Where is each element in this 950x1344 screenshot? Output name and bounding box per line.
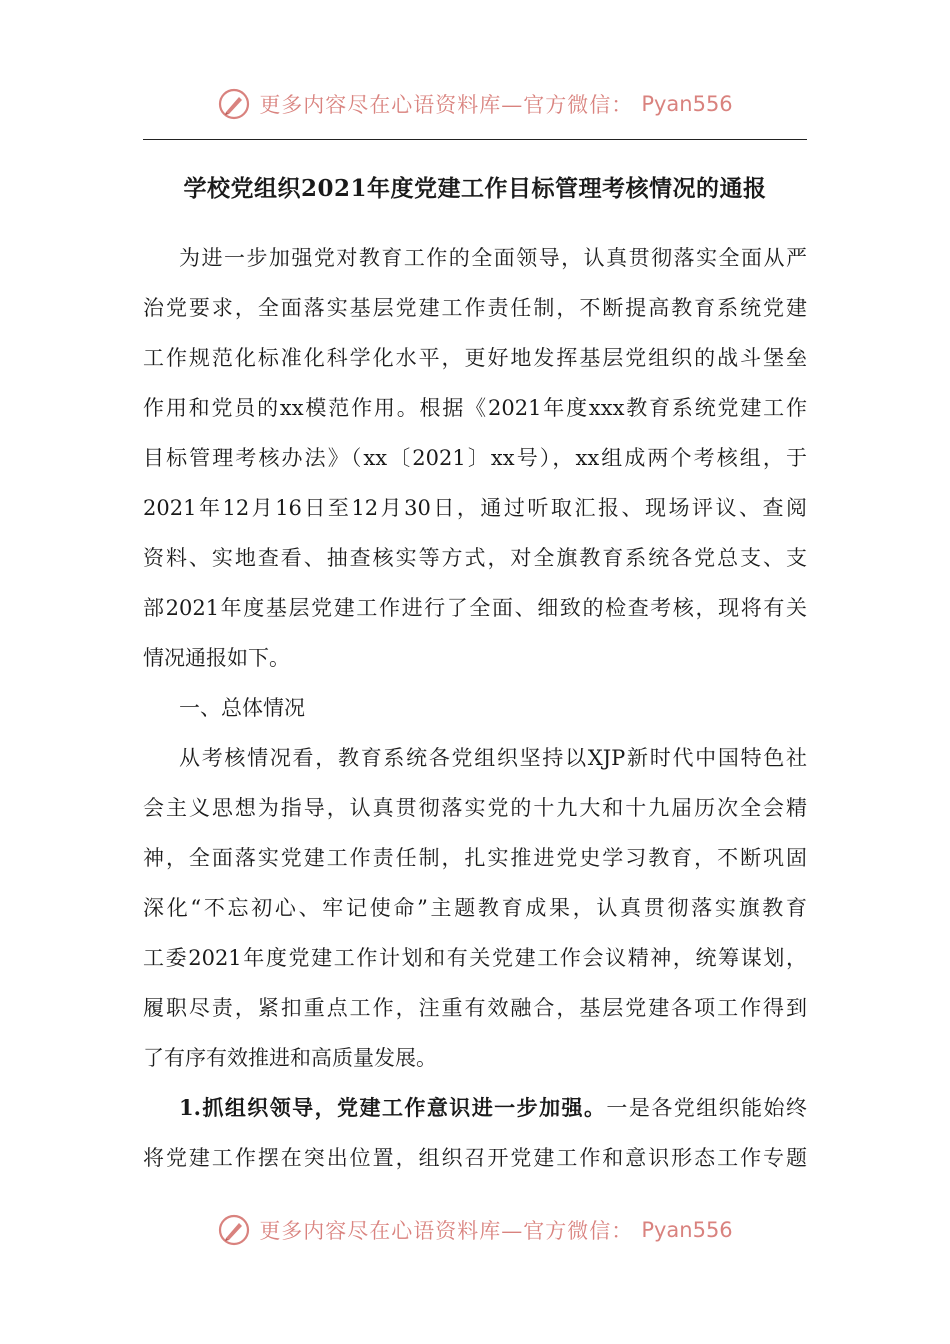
document-body (143, 233, 807, 1183)
item-1-text: 一是各党组织能始终 (606, 1096, 807, 1120)
watermark-footer (0, 1210, 950, 1250)
item-1-first-line (143, 1083, 807, 1133)
paragraph-line: 作用和党员的xx模范作用。根据《2021年度xxx教育系统党建工作 (143, 396, 807, 420)
section-heading: 一、总体情况 (179, 696, 305, 720)
watermark-id: Pyan556 (641, 1218, 733, 1242)
paragraph-line: 目标管理考核办法》（xx〔2021〕xx号），xx组成两个考核组，于 (143, 446, 807, 470)
paragraph-line: 履职尽责，紧扣重点工作，注重有效融合，基层党建各项工作得到 (143, 996, 807, 1020)
paragraph-line: 会主义思想为指导，认真贯彻落实党的十九大和十九届历次全会精 (143, 796, 807, 820)
paragraph-line: 从考核情况看，教育系统各党组织坚持以XJP新时代中国特色社 (179, 746, 807, 770)
paragraph-line: 为进一步加强党对教育工作的全面领导，认真贯彻落实全面从严 (179, 246, 807, 270)
watermark-id: Pyan556 (641, 92, 733, 116)
header-divider (143, 139, 807, 140)
paragraph-line: 工委2021年度党建工作计划和有关党建工作会议精神，统筹谋划， (143, 946, 807, 970)
paragraph-line: 将党建工作摆在突出位置，组织召开党建工作和意识形态工作专题 (143, 1146, 807, 1170)
paragraph-line: 工作规范化标准化科学化水平，更好地发挥基层党组织的战斗堡垒 (143, 346, 807, 370)
pen-logo-icon (217, 87, 251, 121)
paragraph-line: 2021年12月16日至12月30日，通过听取汇报、现场评议、查阅 (143, 496, 807, 520)
paragraph-line: 神，全面落实党建工作责任制，扎实推进党史学习教育，不断巩固 (143, 846, 807, 870)
pen-logo-icon (217, 1213, 251, 1247)
item-1-heading: 1.抓组织领导，党建工作意识进一步加强。 (179, 1095, 607, 1120)
document-title: 学校党组织2021年度党建工作目标管理考核情况的通报 (183, 175, 767, 202)
watermark-header (0, 84, 950, 124)
watermark-text: 更多内容尽在心语资料库—官方微信： (259, 93, 634, 117)
paragraph-line: 部2021年度基层党建工作进行了全面、细致的检查考核，现将有关 (143, 596, 807, 620)
watermark-text: 更多内容尽在心语资料库—官方微信： (259, 1219, 634, 1243)
paragraph-line: 治党要求，全面落实基层党建工作责任制，不断提高教育系统党建 (143, 296, 807, 320)
paragraph-line: 资料、实地查看、抽查核实等方式，对全旗教育系统各党总支、支 (143, 546, 807, 570)
paragraph-line: 了有序有效推进和高质量发展。 (143, 1046, 437, 1070)
paragraph-line: 情况通报如下。 (143, 646, 290, 670)
paragraph-line: 深化“不忘初心、牢记使命”主题教育成果，认真贯彻落实旗教育 (143, 896, 807, 920)
